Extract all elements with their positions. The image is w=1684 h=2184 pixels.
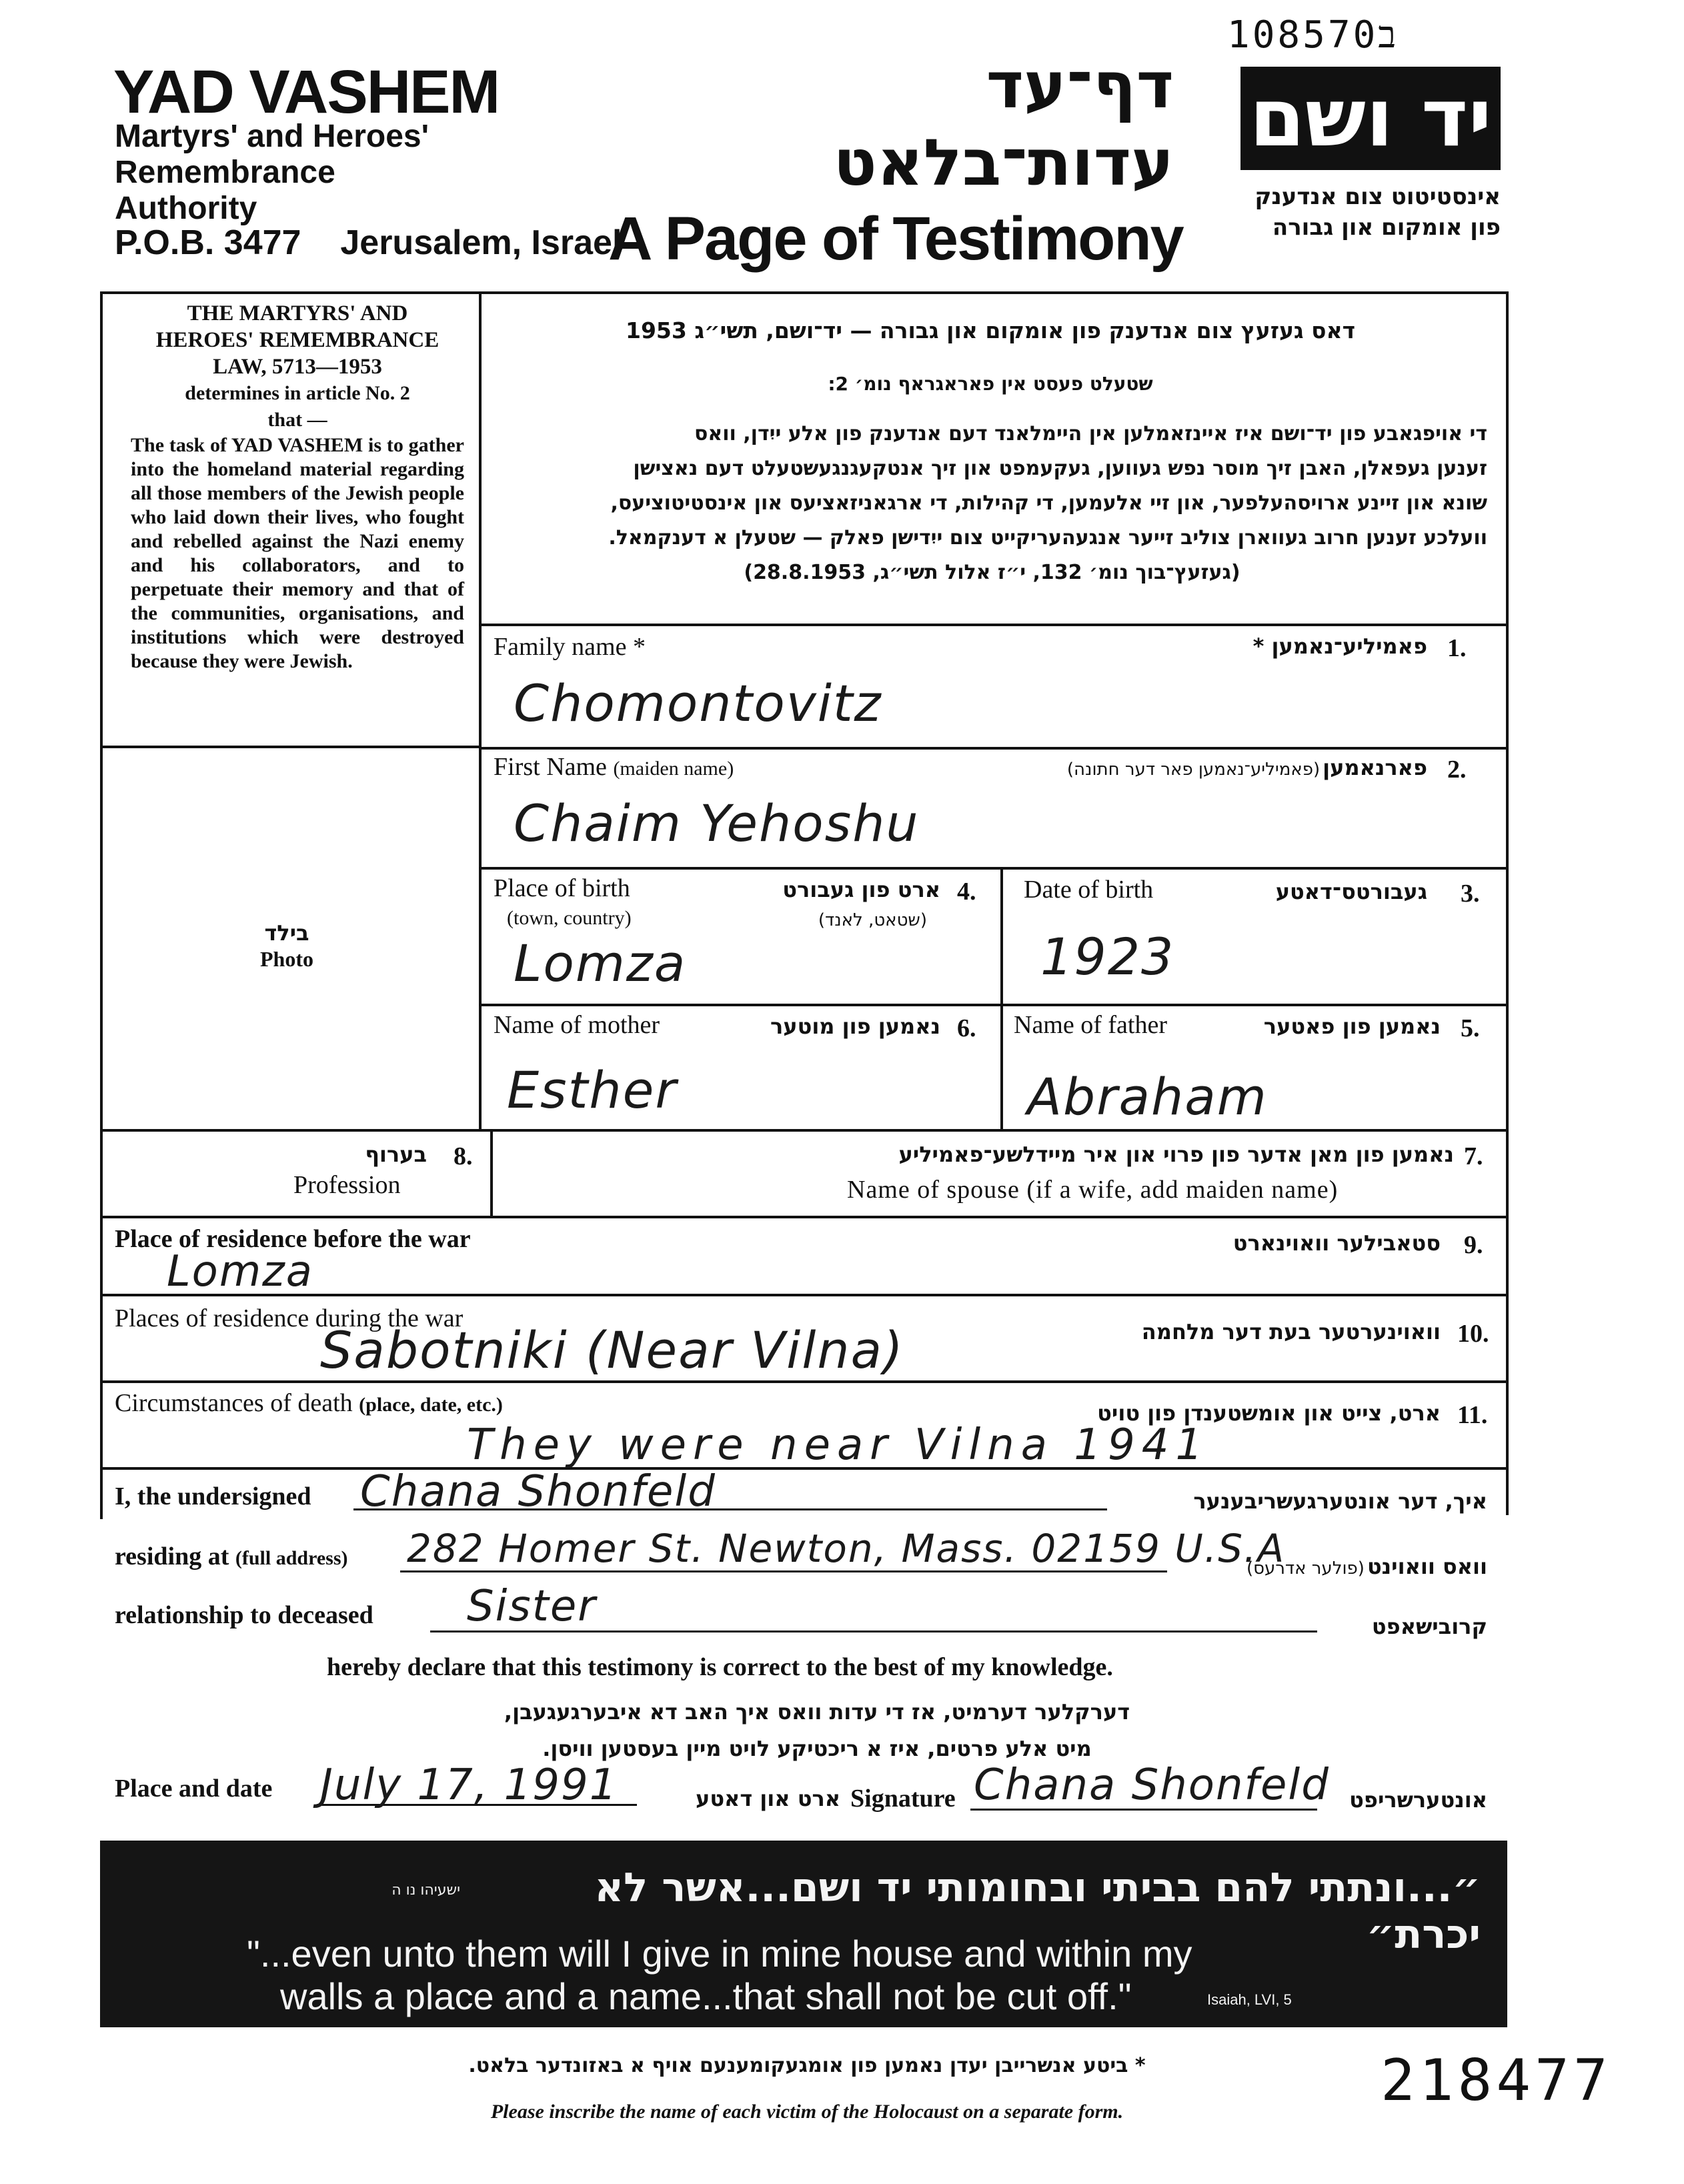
banner-hebrew-ref: ישעיהו נו ה xyxy=(391,1882,460,1899)
logo-caption-line: פון אומקום און גבורה xyxy=(1272,214,1501,241)
address-city: Jerusalem, Israel xyxy=(340,223,622,262)
yiddish-law-text xyxy=(497,417,1487,590)
first-name-label-text: First Name xyxy=(494,753,607,781)
residing-label-hebrew xyxy=(1174,1554,1487,1579)
residence-before-label: Place of residence before the war xyxy=(115,1225,471,1253)
mother-name-label-hebrew: נאמען פון מוטער xyxy=(770,1014,940,1039)
residence-during-label-hebrew: וואוינערטער בעת דער מלחמה xyxy=(1141,1319,1441,1344)
father-name-value: Abraham xyxy=(1027,1067,1268,1126)
banner-english-ref: Isaiah, LVI, 5 xyxy=(1207,1991,1292,2008)
address-pob: P.O.B. 3477 xyxy=(115,223,301,262)
first-name-value: Chaim Yehoshu xyxy=(514,794,920,853)
row-divider xyxy=(100,1380,1507,1383)
photo-label-hebrew: בילד xyxy=(264,920,309,946)
residence-before-value: Lomza xyxy=(167,1247,313,1296)
circumstances-value: They were near Vilna 1941 xyxy=(467,1420,1210,1470)
first-name-hebrew-note: (פאמיליע־נאמען פאר דער חתונה) xyxy=(1066,760,1321,780)
yiddish-law-line: וועלכע זענען חרוב געווארן צוליב זייער אנגעהעריקייט צום ייִדישן פאלק — שטעלן א דענקמאל. xyxy=(608,526,1487,550)
hebrew-title-1: דף־עד xyxy=(986,48,1174,123)
circumstances-label-text: Circumstances of death xyxy=(115,1389,353,1417)
spouse-label-hebrew: נאמען פון מאן אדער פון פרוי און איר מיידלשע־פאמיליע xyxy=(898,1142,1454,1167)
place-of-birth-label: Place of birth xyxy=(494,874,630,902)
banner-hebrew-quote: ״...ונתתי להם בביתי ובחומותי יד ושם...אשר לא יכרת״ xyxy=(594,1865,1481,1958)
relationship-label-hebrew: קרובישאפט xyxy=(1371,1614,1487,1639)
form-left-border xyxy=(100,291,103,1130)
field-number: 5. xyxy=(1461,1014,1480,1042)
circumstances-label xyxy=(115,1388,503,1418)
undersigned-label-hebrew: איך, דער אונטערגעשריבענער xyxy=(1193,1488,1487,1514)
law-text-block xyxy=(131,300,464,674)
logo-caption-line: אינסטיטוט צום אנדענק xyxy=(1254,183,1501,210)
banner-english-line: walls a place and a name...that shall not be cut off." xyxy=(280,1975,1132,2017)
place-date-label-hebrew: ארט און דאטע xyxy=(696,1786,840,1811)
footer-note: Please inscribe the name of each victim of the Holocaust on a separate form. xyxy=(490,2101,1124,2123)
first-name-hebrew: פארנאמען xyxy=(1323,755,1427,780)
logo-caption xyxy=(1240,181,1501,243)
logo-text: יד ושם xyxy=(1249,72,1492,165)
residing-hebrew: וואס וואוינט xyxy=(1367,1554,1487,1579)
field-number: 8. xyxy=(454,1142,473,1170)
residence-during-value: Sabotniki (Near Vilna) xyxy=(320,1320,904,1380)
page-title: A Page of Testimony xyxy=(608,205,1183,273)
profession-divider xyxy=(490,1129,493,1217)
date-of-birth-label: Date of birth xyxy=(1024,876,1154,904)
first-name-label xyxy=(494,752,734,782)
signature-value: Chana Shonfeld xyxy=(974,1761,1330,1810)
field-number: 11. xyxy=(1457,1401,1488,1429)
field-number: 9. xyxy=(1464,1231,1483,1259)
serial-number: ב108570 xyxy=(1227,13,1399,57)
quote-banner xyxy=(100,1841,1507,2027)
first-name-label-note: (maiden name) xyxy=(613,758,734,780)
form-left-border-lower xyxy=(100,1129,103,1519)
org-sub-line: Authority xyxy=(115,191,257,226)
submitter-address: 282 Homer St. Newton, Mass. 02159 U.S.A xyxy=(407,1526,1286,1571)
stamp-number: 218477 xyxy=(1381,2047,1612,2114)
field-number: 10. xyxy=(1457,1320,1489,1348)
circumstances-label-note: (place, date, etc.) xyxy=(359,1394,503,1416)
law-heading-line: HEROES' REMEMBRANCE xyxy=(155,328,440,352)
signature-label: Signature xyxy=(850,1785,956,1813)
law-heading xyxy=(131,300,464,433)
row-divider xyxy=(479,624,1507,626)
yad-vashem-logo xyxy=(1240,67,1501,170)
yiddish-law-line: שונא און זיינע ארויסהעלפער, און זיי אלעמען, די קהילות, די ארגאניזאציעס און אינסטיטוציעס, xyxy=(610,491,1487,515)
date-of-birth-value: 1923 xyxy=(1040,927,1175,986)
father-name-label: Name of father xyxy=(1014,1011,1167,1039)
family-name-label-hebrew: פאמיליע־נאמען * xyxy=(1252,634,1427,659)
law-heading-line: THE MARTYRS' AND xyxy=(187,301,408,325)
row-divider xyxy=(479,867,1507,870)
signature-label-hebrew: אונטערשריפט xyxy=(1349,1787,1487,1813)
field-number: 7. xyxy=(1464,1142,1483,1170)
banner-english-line: "...even unto them will I give in mine house and within my xyxy=(247,1933,1192,1975)
place-of-birth-value: Lomza xyxy=(514,934,687,993)
profession-label: Profession xyxy=(293,1171,401,1199)
yiddish-law-line: די אויפגאבע פון יד־ושם איז איינזאמלען אין היימלאנד דעם אנדענק פון אלע ייִדן, וואס xyxy=(694,422,1487,445)
row-divider xyxy=(100,1129,1507,1132)
org-sub-line: Martyrs' and Heroes' xyxy=(115,119,429,154)
yiddish-law-line: זענען געפאלן, האבן זיך מוסר נפש געווען, געקעמפט און זיך אנטקעגנגעשטעלט דעם נאצישן xyxy=(633,457,1487,480)
field-number: 1. xyxy=(1447,634,1467,662)
law-photo-divider xyxy=(100,746,480,748)
place-of-birth-note-hebrew: (שטאט, לאנד) xyxy=(818,910,927,930)
hebrew-title-2: עדות־בלאט xyxy=(833,125,1174,200)
place-date-label: Place and date xyxy=(115,1775,273,1803)
place-date-value: July 17, 1991 xyxy=(320,1761,618,1810)
relationship-label: relationship to deceased xyxy=(115,1601,373,1629)
row-divider xyxy=(479,1004,1507,1006)
undersigned-label: I, the undersigned xyxy=(115,1482,311,1510)
column-divider xyxy=(1000,867,1003,1130)
family-name-label: Family name * xyxy=(494,633,646,661)
declaration-text: hereby declare that this testimony is correct to the best of my knowledge. xyxy=(327,1653,1113,1681)
row-divider xyxy=(100,1216,1507,1218)
yiddish-law-line: (געזעץ־בוך נומ׳ 132, י״ז אלול תשי״ג, 28.8.1953) xyxy=(744,561,1240,584)
place-of-birth-label-hebrew: ארט פון געבורט xyxy=(782,877,940,902)
mother-name-label: Name of mother xyxy=(494,1011,660,1039)
residing-label-note: (full address) xyxy=(235,1547,348,1569)
father-name-label-hebrew: נאמען פון פאטער xyxy=(1263,1014,1441,1039)
residing-label-text: residing at xyxy=(115,1542,229,1570)
footer-note-hebrew: * ביטע אנשרייבן יעדן נאמען פון אומגעקומענעם אויף א באזונדער בלאט. xyxy=(468,2054,1146,2077)
mother-name-value: Esther xyxy=(507,1060,678,1120)
relationship-value: Sister xyxy=(467,1582,597,1631)
org-sub-line: Remembrance xyxy=(115,155,335,190)
law-heading-line: LAW, 5713—1953 xyxy=(213,355,382,379)
law-heading-line: that — xyxy=(267,409,327,431)
residence-during-label: Places of residence during the war xyxy=(115,1304,464,1332)
submitter-name: Chana Shonfeld xyxy=(360,1467,716,1516)
form-top-border xyxy=(100,291,1507,294)
field-number: 4. xyxy=(957,878,976,906)
declaration-hebrew-line: מיט אלע פרטים, איז א ריכטיקע לויט מיין בעסטען וויסן. xyxy=(542,1736,1092,1761)
place-of-birth-note: (town, country) xyxy=(507,907,632,929)
row-divider xyxy=(479,747,1507,750)
profession-label-hebrew: בערוף xyxy=(365,1142,427,1167)
photo-label: Photo xyxy=(260,947,313,971)
yiddish-law-heading: דאס געזעץ צום אנדענק פון אומקום און גבורה — יד־ושם, תשי״ג 1953 xyxy=(625,317,1356,343)
declaration-hebrew-line: דערקלער דערמיט, אז די עדות וואס איך האב דא איבערגעגעבן, xyxy=(504,1699,1130,1725)
residing-label xyxy=(115,1542,348,1571)
org-address xyxy=(115,223,622,263)
circumstances-label-hebrew: ארט, צייט און אומשטענדן פון טויט xyxy=(1097,1400,1441,1426)
form-right-border xyxy=(1506,291,1509,1515)
org-subtitle xyxy=(115,119,429,227)
family-name-value: Chomontovitz xyxy=(514,674,882,733)
spouse-label: Name of spouse (if a wife, add maiden name) xyxy=(847,1176,1339,1204)
law-heading-line: determines in article No. 2 xyxy=(185,382,410,404)
residing-hebrew-note: (פולער אדרעס) xyxy=(1246,1558,1365,1578)
field-number: 3. xyxy=(1461,880,1480,908)
residence-before-label-hebrew: סטאבילער וואוינארט xyxy=(1232,1230,1441,1256)
date-of-birth-label-hebrew: געבורטס־דאטע xyxy=(1275,879,1427,904)
yiddish-law-subheading: שטעלט פעסט אין פאראגראף נומ׳ 2: xyxy=(828,373,1153,395)
first-name-label-hebrew xyxy=(934,755,1427,780)
law-body: The task of YAD VASHEM is to gather into the homeland material regarding all those members of the Jewish people who laid down their lives, who fought and rebelled against the Nazi enemy and his collaborators, and to perpetuate their memory and that of the communities, organisations, and institutions which were destroyed because they were Jewish. xyxy=(131,434,464,672)
org-name: YAD VASHEM xyxy=(113,58,500,126)
field-number: 6. xyxy=(957,1014,976,1042)
field-number: 2. xyxy=(1447,756,1467,784)
